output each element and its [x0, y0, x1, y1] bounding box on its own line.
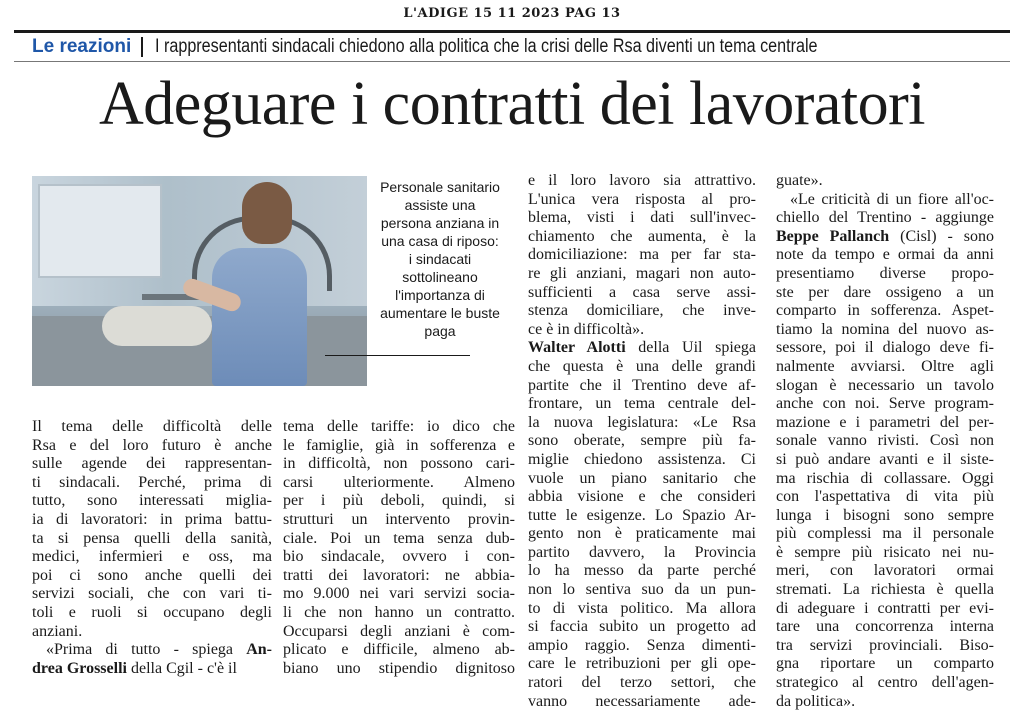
text-line: tiamo la nomina del nuovo as- [776, 320, 994, 338]
text-line: di adeguare i contratti per evi- [776, 599, 994, 617]
text-line: mo 9.000 nei vari servizi socia- [283, 585, 515, 603]
text-line: blema, visti i dati sull'invec- [528, 209, 756, 227]
text-line: presentiamo diverse propo- [776, 264, 994, 282]
article-photo [32, 176, 367, 386]
text-line: gna riportare un comparto [776, 655, 994, 673]
text-line: lunga i bisogni sono sempre [776, 506, 994, 524]
text-line: Walter Alotti della Uil spiega [528, 339, 756, 357]
text-line: ciale. Poi un tema senza dub- [283, 529, 515, 547]
text-line: ampio raggio. Senza dimenti- [528, 636, 756, 654]
text-line: bio sindacale, ovvero i con- [283, 548, 515, 566]
text-line: L'unica vera risposta al pro- [528, 190, 756, 208]
text-line: sonale vanno rivisti. Così non [776, 432, 994, 450]
text-line: Occuparsi degli anziani è com- [283, 622, 515, 640]
text-line: meri, con lavoratori ormai [776, 562, 994, 580]
text-line: abbia visione e che consideri [528, 488, 756, 506]
text-line: strutturi un intervento provin- [283, 510, 515, 528]
article-column-4 [776, 172, 994, 711]
article-column-2 [283, 418, 515, 678]
text-line: nalmente avviarsi. Oltre agli [776, 357, 994, 375]
text-line: medici, infermieri e oss, ma [32, 548, 272, 566]
text-line: comparto in sofferenza. Aspet- [776, 302, 994, 320]
text-line: domiciliazione: ma per far sta- [528, 246, 756, 264]
text-line: ia di lavoratori: in prima battu- [32, 510, 272, 528]
text-line: tare una concorrenza interna [776, 618, 994, 636]
text-line: to di vista politico. Ma allora [528, 599, 756, 617]
text-line: vanno necessariamente ade- [528, 692, 756, 710]
text-line: lo ha messo da parte perché [528, 562, 756, 580]
text-line: biano uno stipendio dignitoso [283, 659, 515, 677]
text-line: chiello del Trentino - aggiunge [776, 209, 994, 227]
text-line: ta si pensa quelli della sanità, [32, 529, 272, 547]
text-line: chiamento che aumenta, è la [528, 227, 756, 245]
text-line: e il loro lavoro sia attrattivo. [528, 172, 756, 189]
text-line: la nuova legislatura: «Le Rsa [528, 413, 756, 431]
text-line: mazione e i parametri del per- [776, 413, 994, 431]
text-line: ste per dare ossigeno a un [776, 283, 994, 301]
text-line: «Le criticità di un fiore all'oc- [790, 190, 994, 208]
photo-caption: Personale sanitario assiste una persona anziana in una casa di riposo: i sindacati sottolineano l'importanza di aumentare le buste paga [380, 179, 500, 339]
text-line: Il tema delle difficoltà delle [32, 418, 272, 435]
text-line: ma rischia di collassare. Oggi [776, 469, 994, 487]
text-line: stremati. La richiesta è quella [776, 581, 994, 599]
text-line: vuole un piano sanitario che [528, 469, 756, 487]
text-line: le famiglie, già in sofferenza e [283, 436, 515, 454]
text-line: tutto, sono interessati miglia- [32, 492, 272, 510]
subheadline: I rappresentanti sindacali chiedono alla politica che la crisi delle Rsa diventi un tema centrale [155, 36, 818, 57]
kicker-divider [141, 37, 143, 57]
headline: Adeguare i contratti dei lavoratori [98, 70, 926, 138]
kicker-row [14, 30, 1010, 62]
text-line: più complessi ma il personale [776, 525, 994, 543]
text-line: si faccia subito un progetto ad [528, 618, 756, 636]
text-line: sono oberate, sempre più fa- [528, 432, 756, 450]
text-line: partite che il Trentino deve af- [528, 376, 756, 394]
text-line: tutte le esigenze. Lo Spazio Ar- [528, 506, 756, 524]
text-line: servizi sociali, che con vari ti- [32, 585, 272, 603]
text-line: tra servizi provinciali. Biso- [776, 636, 994, 654]
text-line: da politica». [776, 692, 856, 710]
text-line: in difficoltà, non possono cari- [283, 455, 515, 473]
article-column-1 [32, 418, 272, 678]
text-line: poi ci sono anche quelli dei [32, 566, 272, 584]
text-line: li che non hanno un contratto. [283, 603, 515, 621]
text-line: anche con noi. Serve program- [776, 395, 994, 413]
text-line: anziani. [32, 622, 83, 640]
text-line: è sempre più risicato nei nu- [776, 543, 994, 561]
text-line: plicato e difficile, almeno ab- [283, 641, 515, 659]
text-line: tratti dei lavoratori: ne abbia- [283, 566, 515, 584]
text-line: ti sindacali. Perché, prima di [32, 473, 272, 491]
text-line: per i più deboli, quindi, si [283, 492, 515, 510]
text-line: re gli anziani, magari non auto- [528, 264, 756, 282]
text-line: stenza domiciliare, che inve- [528, 302, 756, 320]
caption-rule [325, 355, 470, 356]
text-line: miglie chiedono assistenza. Ci [528, 450, 756, 468]
text-line: frontare, un tema centrale del- [528, 395, 756, 413]
text-line: tema delle tariffe: io dico che [283, 418, 515, 435]
text-line: carsi ulteriormente. Almeno [283, 473, 515, 491]
text-line: ratori del terzo settori, che [528, 674, 756, 692]
text-line: strategico al centro dell'agen- [776, 674, 994, 692]
text-line: toli e ruoli si occupano degli [32, 603, 272, 621]
text-line: care le retribuzioni per gli ope- [528, 655, 756, 673]
text-line: che questa è una delle grandi [528, 357, 756, 375]
masthead: L'ADIGE 15 11 2023 PAG 13 [403, 6, 621, 21]
text-line: guate». [776, 172, 823, 189]
text-line: Rsa e del loro futuro è anche [32, 436, 272, 454]
section-kicker: Le reazioni [32, 36, 132, 57]
article-column-3 [528, 172, 756, 711]
text-line: partito davvero, la Provincia [528, 543, 756, 561]
text-line: non lo sentiva suo da un pun- [528, 581, 756, 599]
text-line: ce è in difficoltà». [528, 320, 645, 338]
text-line: Beppe Pallanch (Cisl) - sono [776, 227, 995, 245]
text-line: si può andare avanti e il siste- [776, 450, 994, 468]
text-line: slogan è necessario un tavolo [776, 376, 994, 394]
text-line: sessore, poi il dialogo deve fi- [776, 339, 994, 357]
text-line: note da tempo e ormai da anni [776, 246, 994, 264]
text-line: sufficienti a casa serve assi- [528, 283, 756, 301]
text-line: drea Grosselli della Cgil - c'è il [32, 659, 237, 677]
text-line: sulle agende dei rappresentan- [32, 455, 272, 473]
text-line: gento non è praticamente mai [528, 525, 756, 543]
text-line: «Prima di tutto - spiega An- [46, 641, 272, 659]
text-line: con l'aspettativa di vita più [776, 488, 994, 506]
